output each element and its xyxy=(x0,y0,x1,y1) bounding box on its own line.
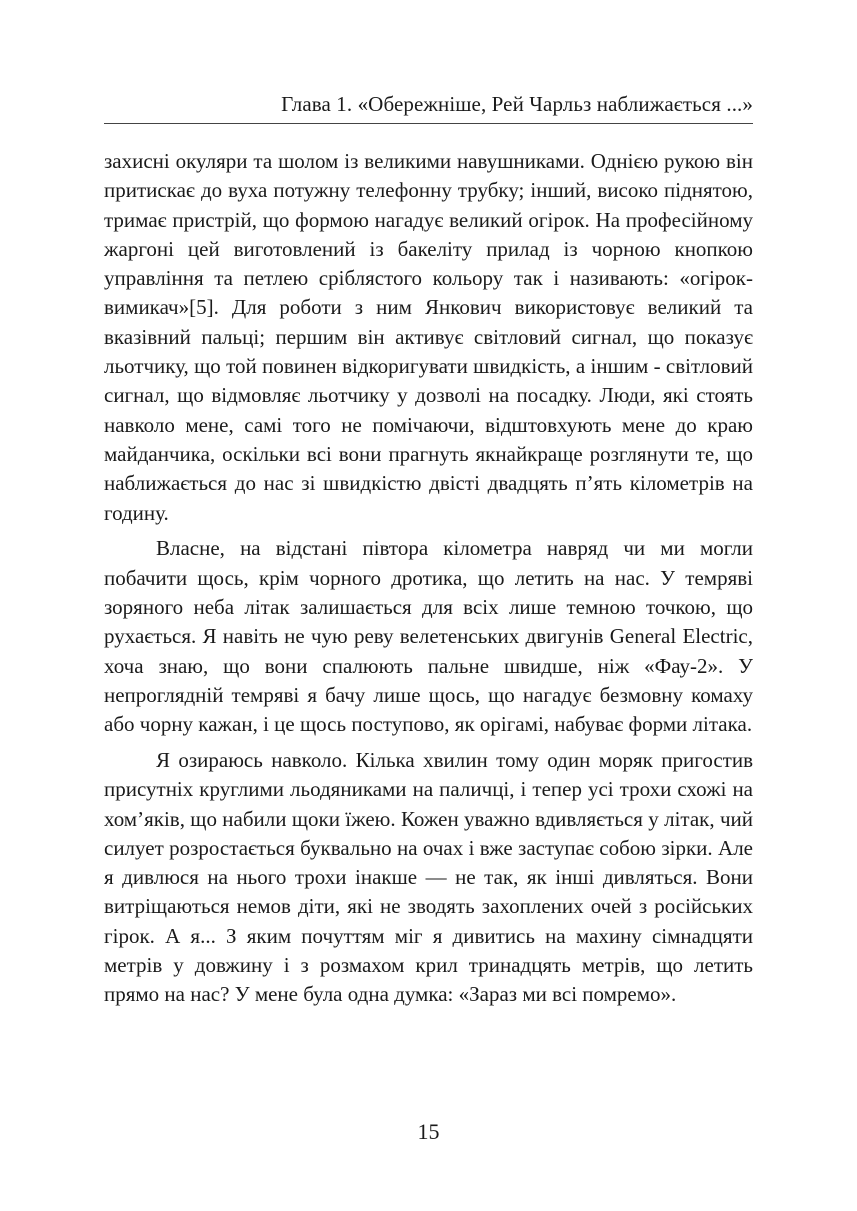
running-head: Глава 1. «Обережніше, Рей Чарльз наближається ...» xyxy=(281,92,753,116)
header-divider xyxy=(104,123,753,124)
paragraph-3: Я озираюсь навколо. Кілька хвилин тому один моряк пригостив присутніх круглими льодяниками на паличці, і тепер усі трохи схожі на хом’яків, що набили щоки їжею. Кожен уважно вдивляється у літак, чий силует розростається буквально на очах і вже заступає собою зірки. Але я дивлюся на нього трохи інакше — не так, як інші дивляться. Вони витріщаються немов діти, які не зводять захоплених очей з російських гірок. А я... З яким почуттям міг я дивитись на махину сімнадцяти метрів у довжину і з розмахом крил тринадцять метрів, що летить прямо на нас? У мене була одна думка: «Зараз ми всі помремо». xyxy=(104,747,753,1007)
paragraph-1: захисні окуляри та шолом із великими навушниками. Однією рукою він притискає до вуха потужну телефонну трубку; інший, високо піднятою, тримає пристрій, що формою нагадує великий огірок. На професійному жаргоні цей виготовлений із бакеліту прилад із чорною кнопкою управління та петлею сріблястого кольору так і називають: «огірок-вимикач»[5]. Для роботи з ним Янкович використовує великий та вказівний пальці; першим він активує світловий сигнал, що показує льотчику, що той повинен відкоригувати швидкість, а іншим - світловий сигнал, що відмовляє льотчику у дозволі на посадку. Люди, які стоять навколо мене, самі того не помічаючи, відштовхують мене до краю майданчика, оскільки всі вони прагнуть якнайкраще розглянути те, що наближається до нас зі швидкістю двісті двадцять п’ять кілометрів на годину. xyxy=(104,149,753,525)
page-number: 15 xyxy=(417,1119,440,1144)
body-text xyxy=(104,147,753,1010)
paragraph-2: Власне, на відстані півтора кілометра навряд чи ми могли побачити щось, крім чорного дротика, що летить на нас. У темряві зоряного неба літак залишається для всіх лише темною точкою, що рухається. Я навіть не чую реву велетенських двигунів General Electric, хоча знаю, що вони спалюють пальне швидше, ніж «Фау-2». У непроглядній темряві я бачу лише щось, що нагадує безмовну комаху або чорну кажан, і це щось поступово, як орігамі, набуває форми літака. xyxy=(104,536,753,737)
